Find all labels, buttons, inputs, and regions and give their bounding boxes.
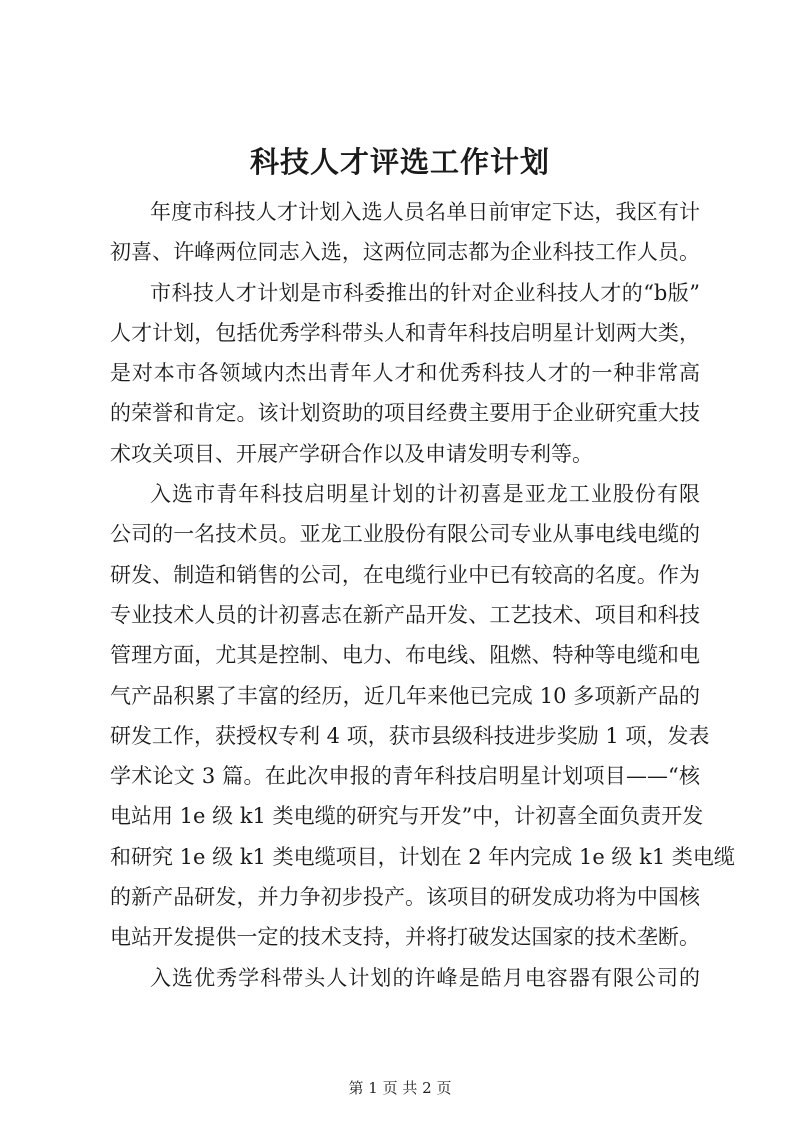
- text-line: 电站用 1e 级 k1 类电缆的研究与开发”中，计初喜全面负责开发: [110, 804, 704, 829]
- page-number-footer: 第 1 页 共 2 页: [348, 1079, 452, 1097]
- text-line: 术攻关项目、开展产学研合作以及申请发明专利等。: [110, 441, 593, 466]
- text-line: 年度市科技人才计划入选人员名单日前审定下达，我区有计: [150, 200, 700, 224]
- document-body: [110, 192, 735, 998]
- text-line: 研发、制造和销售的公司，在电缆行业中已有较高的名度。作为: [110, 562, 700, 587]
- text-line: 的新产品研发，并力争初步投产。该项目的研发成功将为中国核: [110, 885, 700, 910]
- text-line: 电站开发提供一定的技术支持，并将打破发达国家的技术垄断。: [110, 925, 700, 950]
- text-line: 气产品积累了丰富的经历，近几年来他已完成 10 多项新产品的: [110, 683, 700, 708]
- text-line: 入选市青年科技启明星计划的计初喜是亚龙工业股份有限: [150, 482, 700, 507]
- text-line: 研发工作，获授权专利 4 项，获市县级科技进步奖励 1 项，发表: [110, 723, 710, 748]
- text-line: 学术论文 3 篇。在此次申报的青年科技启明星计划项目——“核: [110, 764, 700, 789]
- text-line: 初喜、许峰两位同志入选，这两位同志都为企业科技工作人员。: [110, 240, 700, 265]
- text-line: 管理方面，尤其是控制、电力、布电线、阻燃、特种等电缆和电: [110, 643, 700, 668]
- text-line: 专业技术人员的计初喜志在新产品开发、工艺技术、项目和科技: [110, 602, 700, 627]
- document-title: 科技人才评选工作计划: [249, 145, 550, 179]
- text-line: 的荣誉和肯定。该计划资助的项目经费主要用于企业研究重大技: [110, 401, 700, 426]
- text-line: 是对本市各领域内杰出青年人才和优秀科技人才的一种非常高: [110, 361, 700, 386]
- text-line: 人才计划，包括优秀学科带头人和青年科技启明星计划两大类，: [110, 320, 700, 345]
- text-line: 入选优秀学科带头人计划的许峰是皓月电容器有限公司的: [150, 965, 700, 990]
- text-line: 公司的一名技术员。亚龙工业股份有限公司专业从事电线电缆的: [110, 522, 700, 547]
- text-line: 市科技人才计划是市科委推出的针对企业科技人才的“b版”: [150, 280, 700, 305]
- text-line: 和研究 1e 级 k1 类电缆项目，计划在 2 年内完成 1e 级 k1 类电缆: [110, 844, 735, 869]
